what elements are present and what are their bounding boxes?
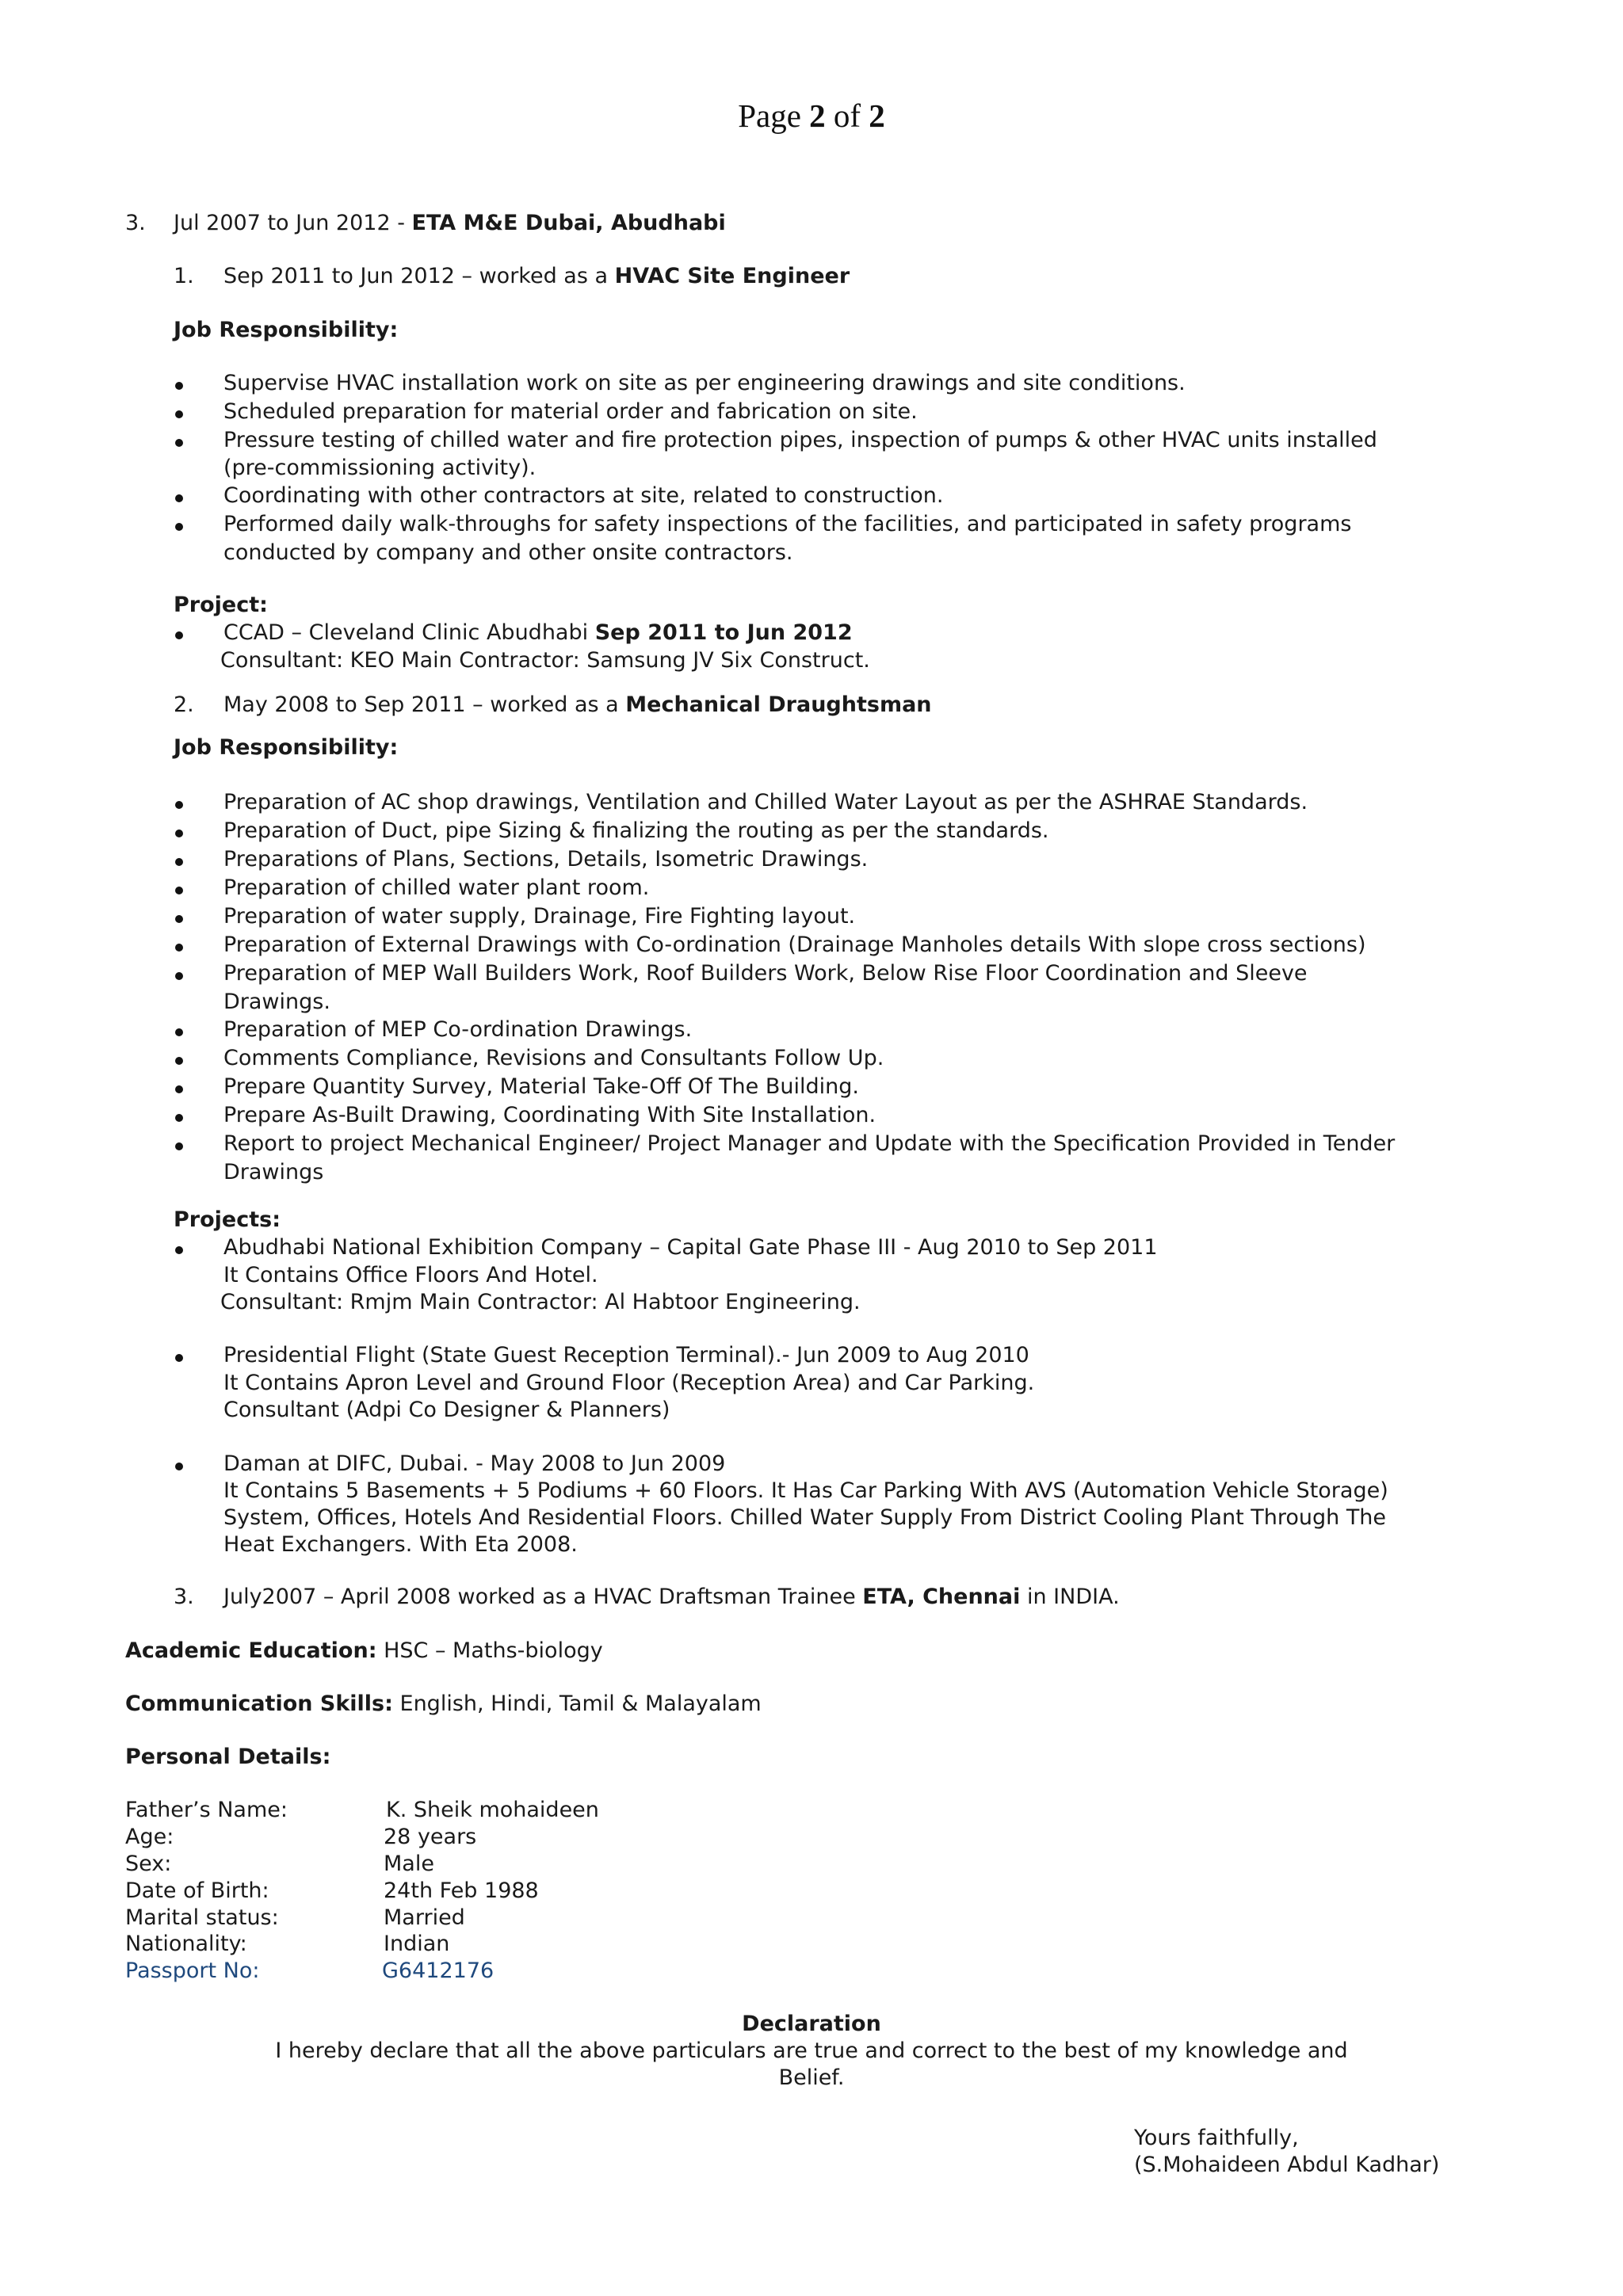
role-3-text-before: July2007 – April 2008 worked as a HVAC Draftsman Trainee — [223, 1585, 863, 1609]
role-1-title: HVAC Site Engineer — [614, 264, 850, 288]
bullet-icon — [175, 1463, 183, 1470]
passport-label: Passport No: — [125, 1958, 260, 1983]
project-line: Presidential Flight (State Guest Reception Terminal).- Jun 2009 to Aug 2010 — [223, 1343, 1029, 1367]
education-line — [125, 1637, 603, 1665]
personal-details-heading: Personal Details: — [125, 1745, 331, 1769]
page-prefix: Page — [738, 97, 810, 134]
role-2-period: May 2008 to Sep 2011 – worked as a — [223, 692, 626, 717]
role-2-responsibility: Preparation of External Drawings with Co-ordination (Drainage Manholes details With slope cross sections) — [223, 933, 1366, 957]
role-2-heading — [223, 691, 932, 719]
role-1-responsibility: Performed daily walk-throughs for safety inspections of the facilities, and participated in safety programs — [223, 512, 1352, 536]
personal-value: K. Sheik mohaideen — [386, 1798, 599, 1822]
declaration-text-line-1: I hereby declare that all the above particulars are true and correct to the best of my knowledge and — [275, 2039, 1348, 2063]
personal-value: 24th Feb 1988 — [384, 1878, 539, 1903]
declaration-text-line-2: Belief. — [778, 2065, 845, 2090]
page-total: 2 — [869, 97, 885, 134]
bullet-icon — [175, 858, 183, 866]
bullet-icon — [175, 1142, 183, 1150]
project-line: Abudhabi National Exhibition Company – Capital Gate Phase III - Aug 2010 to Sep 2011 — [223, 1235, 1158, 1260]
employment-period: Jul 2007 to Jun 2012 - — [174, 211, 412, 235]
personal-label: Nationality: — [125, 1932, 247, 1956]
role-1-project-name: CCAD – Cleveland Clinic Abudhabi — [223, 620, 595, 645]
bullet-icon — [175, 1085, 183, 1093]
role-1-project — [223, 619, 853, 647]
role-2-responsibility: Drawings. — [223, 990, 330, 1014]
employment-number: 3. — [125, 211, 146, 235]
project-line: Consultant (Adpi Co Designer & Planners) — [223, 1398, 670, 1422]
bullet-icon — [175, 439, 183, 447]
role-2-responsibility-heading: Job Responsibility: — [174, 735, 399, 760]
role-1-responsibility: Scheduled preparation for material order and fabrication on site. — [223, 399, 918, 424]
role-2-responsibility: Drawings — [223, 1160, 324, 1184]
role-1-project-period: Sep 2011 to Jun 2012 — [594, 620, 853, 645]
bullet-icon — [175, 494, 183, 502]
bullet-icon — [175, 1114, 183, 1122]
personal-value: Male — [384, 1852, 434, 1876]
personal-label: Age: — [125, 1825, 174, 1849]
role-2-projects-heading: Projects: — [174, 1207, 281, 1232]
role-2-responsibility: Preparation of Duct, pipe Sizing & finalizing the routing as per the standards. — [223, 818, 1049, 843]
employment-company: ETA M&E Dubai, Abudhabi — [411, 211, 726, 235]
role-2-number: 2. — [174, 692, 194, 717]
role-2-responsibility: Preparations of Plans, Sections, Details, Isometric Drawings. — [223, 847, 869, 871]
communication-label: Communication Skills: — [125, 1691, 393, 1716]
role-1-period: Sep 2011 to Jun 2012 – worked as a — [223, 264, 615, 288]
personal-value: Indian — [384, 1932, 450, 1956]
bullet-icon — [175, 523, 183, 531]
role-1-number: 1. — [174, 264, 194, 288]
education-value: HSC – Maths-biology — [376, 1638, 603, 1663]
role-1-responsibility: (pre-commissioning activity). — [223, 456, 537, 480]
role-1-responsibility: Pressure testing of chilled water and fire protection pipes, inspection of pumps & other HVAC units installed — [223, 428, 1377, 452]
bullet-icon — [175, 944, 183, 952]
bullet-icon — [175, 1246, 183, 1254]
personal-label: Sex: — [125, 1852, 172, 1876]
role-2-responsibility: Preparation of chilled water plant room. — [223, 875, 650, 900]
bullet-icon — [175, 887, 183, 894]
declaration-heading: Declaration — [742, 2012, 881, 2036]
role-2-responsibility: Preparation of water supply, Drainage, Fire Fighting layout. — [223, 904, 856, 929]
passport-value: G6412176 — [382, 1958, 495, 1983]
bullet-icon — [175, 410, 183, 418]
project-line: Heat Exchangers. With Eta 2008. — [223, 1532, 578, 1557]
role-2-responsibility: Prepare Quantity Survey, Material Take-Off Of The Building. — [223, 1074, 859, 1099]
bullet-icon — [175, 972, 183, 980]
page-number-header — [0, 97, 1623, 135]
bullet-icon — [175, 830, 183, 837]
personal-label: Father’s Name: — [125, 1798, 288, 1822]
bullet-icon — [175, 915, 183, 923]
project-line: System, Offices, Hotels And Residential Floors. Chilled Water Supply From District Cooling Plant Through The — [223, 1505, 1387, 1530]
role-1-project-heading: Project: — [174, 593, 268, 617]
page-current: 2 — [809, 97, 826, 134]
role-1-responsibility: Coordinating with other contractors at site, related to construction. — [223, 483, 944, 508]
role-2-responsibility: Preparation of MEP Co-ordination Drawings. — [223, 1017, 693, 1042]
personal-label: Marital status: — [125, 1905, 279, 1930]
project-line: Consultant: Rmjm Main Contractor: Al Habtoor Engineering. — [220, 1290, 861, 1314]
role-2-responsibility: Preparation of MEP Wall Builders Work, Roof Builders Work, Below Rise Floor Coordination and Sleeve — [223, 961, 1308, 986]
bullet-icon — [175, 382, 183, 390]
role-1-heading — [223, 262, 850, 291]
page-middle: of — [825, 97, 869, 134]
personal-value: Married — [384, 1905, 465, 1930]
role-2-responsibility: Report to project Mechanical Engineer/ Project Manager and Update with the Specification Provided in Tender — [223, 1131, 1396, 1156]
project-line: It Contains Apron Level and Ground Floor (Reception Area) and Car Parking. — [223, 1371, 1035, 1395]
role-2-title: Mechanical Draughtsman — [625, 692, 932, 717]
personal-label: Date of Birth: — [125, 1878, 269, 1903]
role-2-responsibility: Comments Compliance, Revisions and Consultants Follow Up. — [223, 1046, 884, 1070]
project-line: Daman at DIFC, Dubai. - May 2008 to Jun 2009 — [223, 1451, 726, 1476]
education-label: Academic Education: — [125, 1638, 377, 1663]
role-3-number: 3. — [174, 1585, 194, 1609]
signoff-name: (S.Mohaideen Abdul Kadhar) — [1134, 2153, 1440, 2177]
communication-line — [125, 1690, 762, 1718]
role-1-responsibility: Supervise HVAC installation work on site as per engineering drawings and site conditions. — [223, 371, 1186, 395]
bullet-icon — [175, 1028, 183, 1036]
project-line: It Contains Office Floors And Hotel. — [223, 1263, 598, 1287]
role-3-text-after: in INDIA. — [1020, 1585, 1120, 1609]
employment-heading — [174, 209, 726, 238]
signoff-closing: Yours faithfully, — [1134, 2126, 1299, 2150]
bullet-icon — [175, 1057, 183, 1065]
role-1-responsibility: conducted by company and other onsite contractors. — [223, 540, 793, 565]
role-2-responsibility: Preparation of AC shop drawings, Ventilation and Chilled Water Layout as per the ASHRAE Standards. — [223, 790, 1308, 814]
bullet-icon — [175, 631, 183, 639]
role-3-text — [223, 1583, 1120, 1611]
bullet-icon — [175, 801, 183, 809]
role-1-responsibility-heading: Job Responsibility: — [174, 318, 399, 342]
role-1-project-consultant: Consultant: KEO Main Contractor: Samsung JV Six Construct. — [220, 648, 870, 673]
communication-value: English, Hindi, Tamil & Malayalam — [392, 1691, 762, 1716]
role-2-responsibility: Prepare As-Built Drawing, Coordinating With Site Installation. — [223, 1103, 876, 1127]
personal-value: 28 years — [384, 1825, 477, 1849]
project-line: It Contains 5 Basements + 5 Podiums + 60 Floors. It Has Car Parking With AVS (Automation Vehicle Storage) — [223, 1478, 1388, 1503]
bullet-icon — [175, 1354, 183, 1362]
role-3-company: ETA, Chennai — [862, 1585, 1021, 1609]
